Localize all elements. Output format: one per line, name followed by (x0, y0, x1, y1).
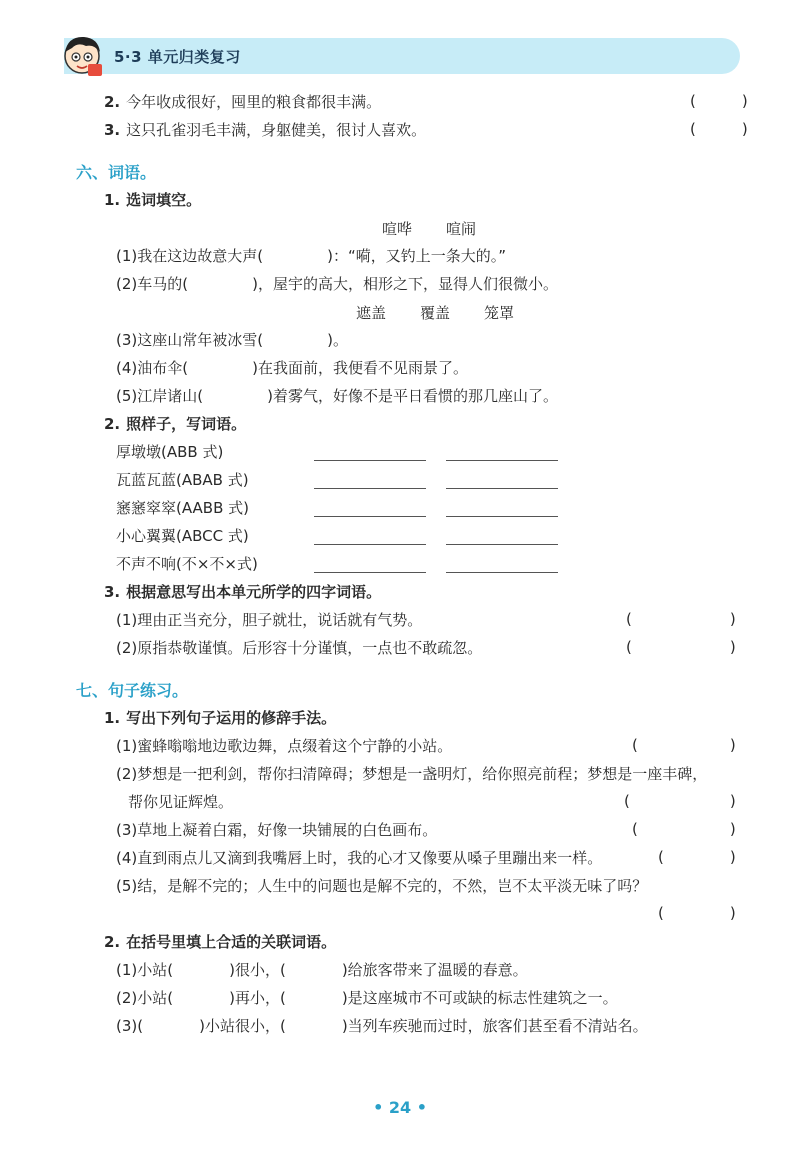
list-item: (1)蜜蜂嗡嗡地边歌边舞，点缀着这个宁静的小站。 (116, 737, 453, 755)
list-item: (3)( )小站很小，( )当列车疾驰而过时，旅客们甚至看不清站名。 (116, 1017, 648, 1035)
question-title: 3. 根据意思写出本单元所学的四字词语。 (104, 583, 382, 601)
answer-paren[interactable]: ( ) (658, 904, 736, 922)
word-bank: 遮盖 覆盖 笼罩 (356, 304, 515, 322)
example-word: 瓦蓝瓦蓝(ABAB 式) (116, 471, 249, 489)
example-word: 厚墩墩(ABB 式) (116, 443, 224, 461)
answer-line[interactable] (446, 460, 558, 461)
answer-paren[interactable]: ( ) (632, 736, 736, 754)
answer-paren[interactable]: ( ) (624, 792, 736, 810)
answer-paren[interactable]: ( ) (626, 610, 736, 628)
list-item: (2)车马的( )，屋宇的高大，相形之下，显得人们很微小。 (116, 275, 558, 293)
word-bank: 喧哗 喧闹 (382, 220, 477, 238)
list-item: (4)油布伞( )在我面前，我便看不见雨景了。 (116, 359, 468, 377)
section-title: 六、词语。 (76, 163, 157, 182)
answer-line[interactable] (314, 516, 426, 517)
question-title: 1. 写出下列句子运用的修辞手法。 (104, 709, 337, 727)
list-item: (1)小站( )很小，( )给旅客带来了温暖的春意。 (116, 961, 528, 979)
answer-paren[interactable]: ( ) (626, 638, 736, 656)
page-number: • 24 • (373, 1098, 427, 1117)
question-title: 2. 照样子，写词语。 (104, 415, 247, 433)
answer-line[interactable] (446, 572, 558, 573)
page-title: 5·3 单元归类复习 (114, 48, 241, 66)
list-item: (3)草地上凝着白霜，好像一块铺展的白色画布。 (116, 821, 438, 839)
example-word: 窸窸窣窣(AABB 式) (116, 499, 249, 517)
answer-line[interactable] (314, 544, 426, 545)
list-item: (2)梦想是一把利剑，帮你扫清障碍；梦想是一盏明灯，给你照亮前程；梦想是一座丰碑， (116, 765, 708, 783)
answer-paren[interactable]: ( ) (690, 120, 748, 138)
list-item: (1)理由正当充分，胆子就壮，说话就有气势。 (116, 611, 423, 629)
question-title: 1. 选词填空。 (104, 191, 202, 209)
answer-line[interactable] (446, 516, 558, 517)
list-item: (2)小站( )再小，( )是这座城市不可或缺的标志性建筑之一。 (116, 989, 618, 1007)
answer-paren[interactable]: ( ) (632, 820, 736, 838)
list-item: (2)原指恭敬谨慎。后形容十分谨慎，一点也不敢疏忽。 (116, 639, 483, 657)
answer-line[interactable] (446, 544, 558, 545)
student-mascot-icon (58, 30, 110, 80)
list-item: 3. 这只孔雀羽毛丰满，身躯健美，很讨人喜欢。 (104, 121, 427, 139)
answer-paren[interactable]: ( ) (658, 848, 736, 866)
answer-line[interactable] (314, 460, 426, 461)
answer-paren[interactable]: ( ) (690, 92, 748, 110)
list-item: (5)结，是解不完的；人生中的问题也是解不完的，不然，岂不太平淡无味了吗？ (116, 877, 648, 895)
example-word: 不声不响(不×不×式) (116, 555, 258, 573)
answer-line[interactable] (314, 488, 426, 489)
list-item: (4)直到雨点儿又滴到我嘴唇上时，我的心才又像要从嗓子里蹦出来一样。 (116, 849, 603, 867)
question-title: 2. 在括号里填上合适的关联词语。 (104, 933, 337, 951)
answer-line[interactable] (314, 572, 426, 573)
example-word: 小心翼翼(ABCC 式) (116, 527, 249, 545)
list-item: 2. 今年收成很好，囤里的粮食都很丰满。 (104, 93, 382, 111)
list-item: (3)这座山常年被冰雪( )。 (116, 331, 348, 349)
answer-line[interactable] (446, 488, 558, 489)
list-item: (5)江岸诸山( )着雾气，好像不是平日看惯的那几座山了。 (116, 387, 558, 405)
section-title: 七、句子练习。 (76, 681, 189, 700)
list-item: (1)我在这边故意大声( )：“嗬，又钓上一条大的。” (116, 247, 507, 265)
list-item: 帮你见证辉煌。 (128, 793, 234, 811)
